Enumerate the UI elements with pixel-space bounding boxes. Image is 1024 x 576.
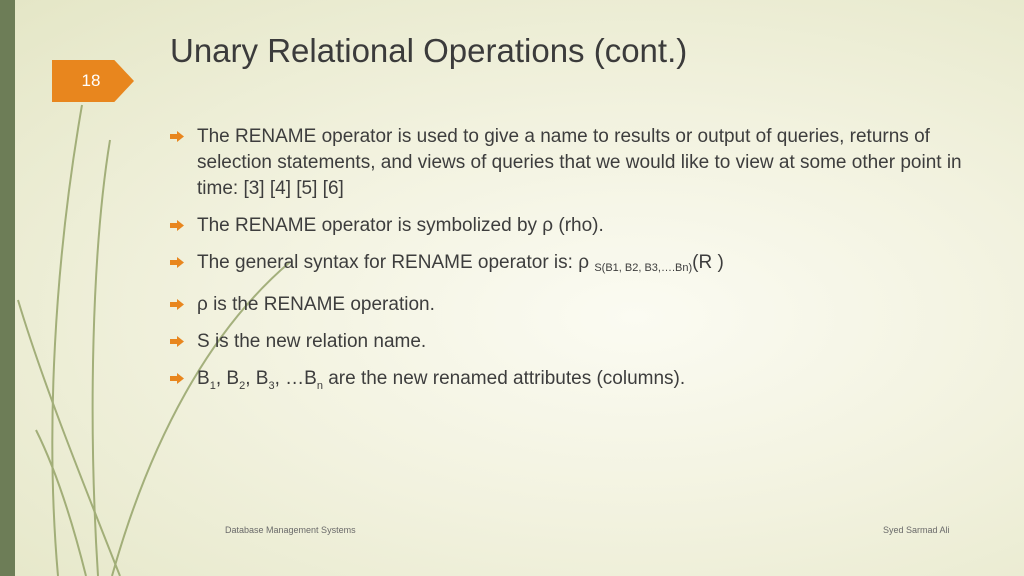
bullet-item <box>170 124 970 202</box>
arrow-right-icon <box>170 299 184 310</box>
bullet-text: ρ is the RENAME operation. <box>197 294 435 315</box>
bullet-text: The RENAME operator is used to give a name to results or output of queries, returns of selection statements, and views of queries that we would like to view at some other point in time: [3] [4] [5] [6] <box>197 126 962 199</box>
separator: , <box>245 368 256 389</box>
attr-b: B <box>197 368 210 389</box>
bullet-text: S is the new relation name. <box>197 331 427 352</box>
arrow-right-icon <box>170 220 184 231</box>
arrow-right-icon <box>170 336 184 347</box>
bullet-list <box>170 124 970 410</box>
attr-subscript: 2 <box>239 379 246 392</box>
arrow-right-icon <box>170 373 184 384</box>
bullet-item <box>170 250 970 281</box>
ellipsis: … <box>285 368 305 389</box>
attr-b: B <box>304 368 317 389</box>
bullet-item <box>170 213 970 239</box>
page-title: Unary Relational Operations (cont.) <box>170 32 688 69</box>
bullet-item <box>170 292 970 318</box>
arrow-right-icon <box>170 131 184 142</box>
bullet-text: The general syntax for RENAME operator is: ρ <box>197 252 595 273</box>
slide-number: 18 <box>81 71 101 90</box>
separator: , <box>274 368 286 389</box>
bullet-item <box>170 329 970 355</box>
attr-b: B <box>226 368 240 389</box>
attr-b: B <box>255 368 269 389</box>
footer-author: Syed Sarmad Ali <box>883 525 950 535</box>
separator: , <box>215 368 227 389</box>
rename-subscript: S(B1, B2, B3,….Bn) <box>594 262 693 274</box>
bullet-text: The RENAME operator is symbolized by ρ (rho). <box>197 215 604 236</box>
footer-course: Database Management Systems <box>225 525 356 535</box>
attr-subscript: 1 <box>209 379 216 392</box>
relation-argument: (R ) <box>692 252 724 273</box>
bullet-text: are the new renamed attributes (columns). <box>322 368 686 389</box>
attr-subscript: n <box>316 379 323 392</box>
attr-subscript: 3 <box>268 379 275 392</box>
bullet-item <box>170 366 970 399</box>
arrow-right-icon <box>170 257 184 268</box>
